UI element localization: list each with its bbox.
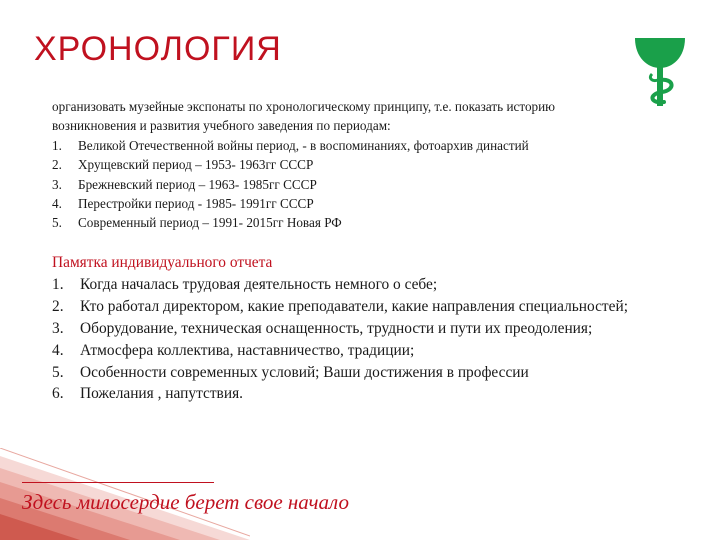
list-text: Кто работал директором, какие преподаватели, какие направления специальностей;	[80, 297, 628, 315]
list-number: 1.	[52, 137, 62, 153]
periods-list	[52, 136, 622, 233]
list-item	[52, 383, 652, 405]
list-number: 2.	[52, 297, 64, 315]
list-text: Великой Отечественной войны период, - в воспоминаниях, фотоархив династий	[78, 137, 529, 153]
list-text: Особенности современных условий; Ваши достижения в профессии	[80, 363, 529, 381]
list-number: 3.	[52, 319, 64, 337]
list-text: Перестройки период - 1985- 1991гг СССР	[78, 196, 314, 212]
list-item	[52, 155, 622, 174]
list-item	[52, 194, 622, 213]
list-number: 4.	[52, 341, 64, 359]
list-number: 1.	[52, 275, 64, 293]
list-item	[52, 175, 622, 194]
list-number: 3.	[52, 176, 62, 192]
list-item	[52, 362, 652, 384]
list-text: Пожелания , напутствия.	[80, 385, 243, 403]
footer-slogan: Здесь милосердие берет свое начало	[22, 490, 349, 514]
footer-divider	[22, 482, 214, 483]
memo-section	[52, 252, 652, 405]
page-title: ХРОНОЛОГИЯ	[34, 30, 282, 68]
list-text: Атмосфера коллектива, наставничество, традиции;	[80, 341, 415, 359]
list-item	[52, 274, 652, 296]
intro-text: организовать музейные экспонаты по хронологическому принципу, т.е. показать историю возникновения и развития учебного заведения по периодам:	[52, 99, 556, 134]
list-number: 4.	[52, 196, 62, 212]
list-number: 6.	[52, 385, 64, 403]
list-item	[52, 296, 652, 318]
memo-heading: Памятка индивидуального отчета	[52, 254, 273, 271]
list-text: Современный период – 1991- 2015гг Новая РФ	[78, 215, 342, 231]
list-text: Оборудование, техническая оснащенность, трудности и пути их преодоления;	[80, 319, 593, 337]
bowl-of-hygieia-icon	[630, 18, 690, 108]
list-number: 5.	[52, 215, 62, 231]
list-item	[52, 318, 652, 340]
list-text: Брежневский период – 1963- 1985гг СССР	[78, 176, 317, 192]
list-text: Когда началась трудовая деятельность немного о себе;	[80, 275, 438, 293]
list-text: Хрущевский период – 1953- 1963гг СССР	[78, 157, 314, 173]
memo-list	[52, 274, 652, 405]
list-item	[52, 136, 622, 155]
list-number: 5.	[52, 363, 64, 381]
list-number: 2.	[52, 157, 62, 173]
list-item	[52, 213, 622, 232]
intro-section	[52, 97, 622, 233]
list-item	[52, 340, 652, 362]
